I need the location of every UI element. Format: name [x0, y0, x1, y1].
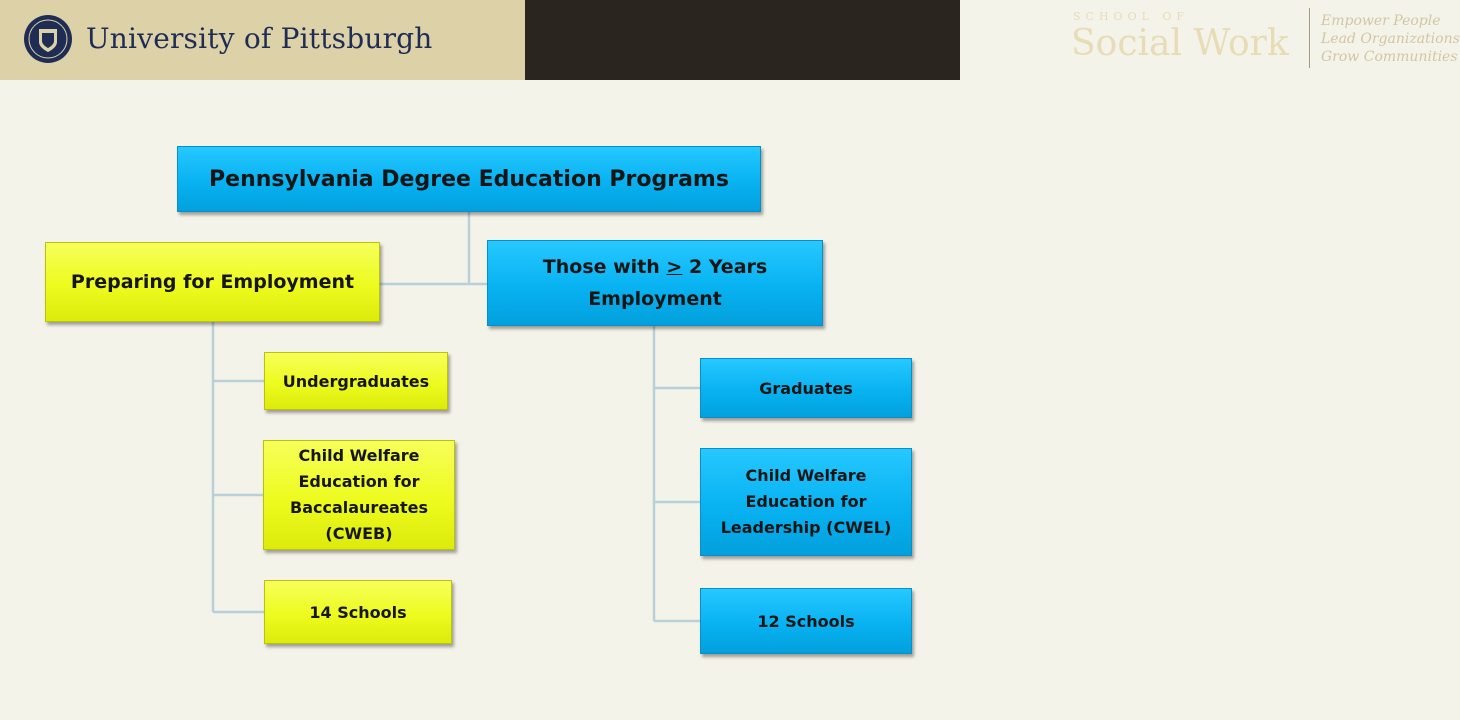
connector-right-trunk — [654, 326, 700, 621]
connector-root-to-branches — [380, 212, 487, 284]
banner-divider — [1309, 8, 1310, 68]
connector-left-trunk — [213, 322, 264, 612]
branch-node-label — [488, 251, 822, 315]
leaf-node-cwel — [700, 448, 912, 556]
root-node-label: Pennsylvania Degree Education Programs — [209, 166, 729, 192]
branch-title-part: 2 Years Employment — [588, 256, 768, 310]
school-of-label: SCHOOL OF — [1073, 10, 1190, 23]
school-name: Social Work — [1071, 23, 1289, 64]
leaf-node-14-schools — [264, 580, 452, 644]
tagline — [1321, 12, 1460, 66]
leaf-node-cweb — [263, 440, 455, 550]
leaf-node-label: 12 Schools — [757, 611, 855, 631]
leaf-node-undergraduates — [264, 352, 448, 410]
leaf-node-label: Child Welfare Education for Leadership (CWEL) — [720, 466, 892, 537]
root-node — [177, 146, 761, 212]
leaf-node-label: Child Welfare Education for Baccalaureates (CWEB) — [290, 446, 428, 543]
branch-node-experienced — [487, 240, 823, 326]
tagline-line: Empower People — [1321, 13, 1441, 29]
leaf-node-label: Undergraduates — [282, 371, 430, 391]
leaf-node-graduates — [700, 358, 912, 418]
leaf-node-label: 14 Schools — [309, 602, 407, 622]
leaf-node-label: Graduates — [759, 378, 853, 398]
branch-node-label: Preparing for Employment — [70, 271, 355, 293]
branch-title-part: Those with — [542, 256, 667, 278]
leaf-node-12-schools — [700, 588, 912, 654]
greater-equal-symbol: > — [666, 256, 683, 278]
tagline-line: Grow Communities — [1321, 49, 1458, 65]
branch-node-preparing — [45, 242, 380, 322]
university-name: University of Pittsburgh — [86, 22, 433, 55]
tagline-line: Lead Organizations — [1321, 31, 1460, 47]
